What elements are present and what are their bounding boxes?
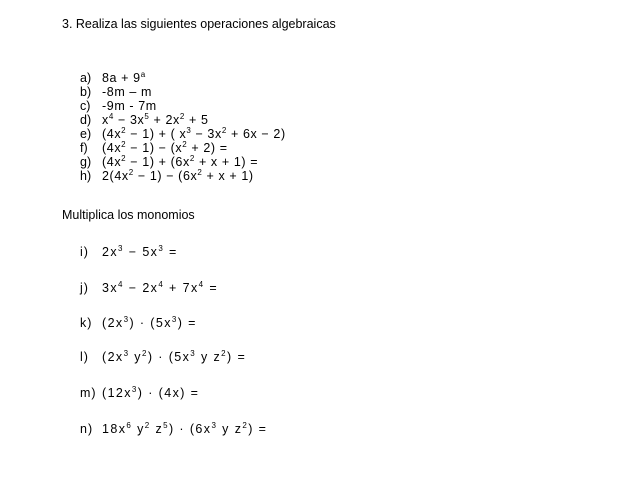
exercise-expression [102,317,197,330]
expression-term: − 5x [123,245,159,259]
expression-term: − 2x [123,281,159,295]
exercise-expression [102,282,218,295]
expression-term: 2x [102,245,119,259]
exponent: 4 [118,280,124,289]
expression-term: y z [196,350,222,364]
exponent: 2 [242,421,249,430]
exponent: 2 [121,154,127,163]
exercise-expression [102,170,254,183]
expression-term: (4x [102,155,122,169]
exponent: 3 [118,244,124,253]
expression-term: 18x [102,422,127,436]
expression-term: − 1) + ( x [126,127,187,141]
expression-term: y [129,350,142,364]
exercise-label: n) [80,422,94,436]
expression-term: + 6x − 2) [226,127,286,141]
expression-term: 3x [102,281,119,295]
exercise-expression [102,72,146,85]
expression-term: − 1) − (6x [133,169,198,183]
expression-term: + 7x [164,281,199,295]
exercise-label: i) [80,245,89,259]
exercise-label: c) [80,99,91,113]
expression-term: x [102,113,109,127]
exercise-expression [102,351,246,364]
exercise-label: k) [80,316,93,330]
exercise-expression [102,387,199,400]
exercise-expression [102,423,267,436]
exercise-label: a) [80,71,92,85]
exercise-expression [102,128,286,141]
expression-term: ) = [177,316,197,330]
expression-term: (4x [102,141,122,155]
exponent: 2 [179,112,185,121]
exponent: 2 [221,349,228,358]
exercise-label: h) [80,169,92,183]
exercise-expression [102,246,178,259]
exercise-label: l) [80,350,89,364]
expression-term: (2x [102,350,124,364]
exponent: 3 [123,349,130,358]
exponent: 2 [182,140,188,149]
exponent: 2 [221,126,227,135]
exponent: 2 [128,168,134,177]
expression-term: 2(4x [102,169,129,183]
exponent: 5 [163,421,169,430]
exponent: 3 [158,244,165,253]
expression-term: − 3x [113,113,145,127]
exponent: 2 [121,126,127,135]
section-2-heading: Multiplica los monomios [62,208,195,222]
expression-term: ) = [227,350,247,364]
exercise-label: m) [80,386,97,400]
expression-term: − 1) + (6x [126,155,190,169]
expression-term: ) · (4x) = [137,386,200,400]
exponent: a [140,70,146,79]
exponent: 2 [121,140,127,149]
exponent: 2 [144,421,151,430]
expression-term: + 2x [149,113,180,127]
exercise-expression [102,86,152,99]
exercise-expression [102,114,209,127]
expression-term: − 3x [191,127,222,141]
expression-term: + 2) = [187,141,228,155]
exercise-label: b) [80,85,92,99]
expression-term: -8m – m [102,85,153,99]
expression-term: y z [217,422,243,436]
expression-term: = [164,245,178,259]
expression-term: 8a + 9 [102,71,141,85]
exercise-label: f) [80,141,88,155]
exercise-expression [102,156,258,169]
exponent: 3 [123,315,130,324]
expression-term: -9m - 7m [102,99,157,113]
exponent: 3 [171,315,178,324]
section-1-heading: 3. Realiza las siguientes operaciones algebraicas [62,17,336,31]
expression-term: + 5 [184,113,209,127]
exponent: 2 [197,168,203,177]
exercise-label: g) [80,155,92,169]
expression-term: − 1) − (x [126,141,183,155]
exponent: 3 [211,421,218,430]
expression-term: ) · (6x [169,422,212,436]
exercise-label: j) [80,281,89,295]
exponent: 4 [158,280,165,289]
exponent: 6 [126,421,133,430]
expression-term: (4x [102,127,122,141]
exponent: 3 [190,349,197,358]
exponent: 4 [108,112,114,121]
exponent: 5 [144,112,150,121]
expression-term: + x + 1) = [194,155,259,169]
expression-term: (12x [102,386,132,400]
expression-term: (2x [102,316,124,330]
expression-term: y [132,422,145,436]
exponent: 4 [198,280,205,289]
exponent: 3 [131,385,138,394]
exponent: 2 [189,154,195,163]
exercise-label: e) [80,127,92,141]
exponent: 2 [141,349,148,358]
exercise-label: d) [80,113,92,127]
expression-term: z [150,422,164,436]
expression-term: ) · (5x [129,316,172,330]
exponent: 3 [186,126,192,135]
expression-term: ) = [248,422,268,436]
expression-term: = [204,281,219,295]
expression-term: ) · (5x [147,350,191,364]
expression-term: + x + 1) [202,169,254,183]
